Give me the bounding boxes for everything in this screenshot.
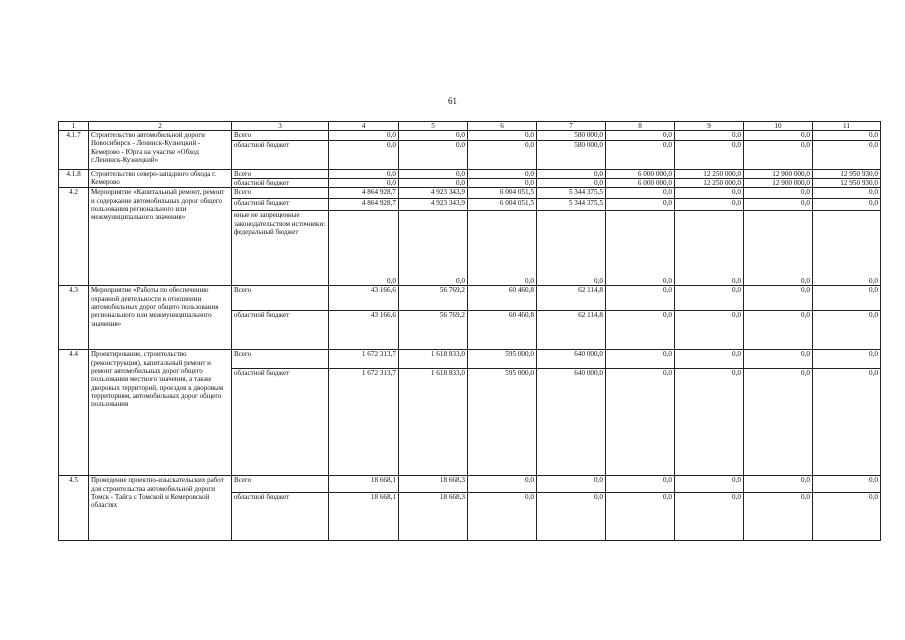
row-number: 4.2 [59,188,89,286]
amount-cell: 0,0 [606,211,675,286]
col-header: 2 [89,122,232,131]
amount-cell: 0,0 [744,476,813,493]
amount-cell: 0,0 [606,476,675,493]
amount-cell: 595 000,0 [468,350,537,369]
amount-cell: 595 000,0 [468,369,537,476]
amount-cell: 0,0 [744,493,813,541]
budget-table [58,121,881,541]
funding-source: Всего [232,170,329,179]
amount-cell: 18 668,3 [399,493,468,541]
amount-cell: 1 672 313,7 [329,350,399,369]
amount-cell: 12 250 000,0 [675,170,744,179]
col-header: 9 [675,122,744,131]
amount-cell: 43 166,6 [329,286,399,311]
amount-cell: 0,0 [813,211,881,286]
amount-cell: 0,0 [675,199,744,211]
row-number: 4.5 [59,476,89,541]
amount-cell: 0,0 [744,286,813,311]
amount-cell: 0,0 [813,286,881,311]
amount-cell: 0,0 [537,493,606,541]
amount-cell: 12 250 000,0 [675,179,744,188]
row-number: 4.3 [59,286,89,350]
amount-cell: 0,0 [675,131,744,141]
amount-cell: 0,0 [399,211,468,286]
amount-cell: 18 668,1 [329,493,399,541]
row-description: Мероприятие «Работы по обеспечению охранной деятельности в отношении автомобильных дорог общего пользования регионального или межмуниципального значения» [89,286,232,350]
amount-cell: 0,0 [468,211,537,286]
amount-cell: 0,0 [744,369,813,476]
amount-cell: 0,0 [744,211,813,286]
table-body [59,131,881,541]
amount-cell: 6 000 000,0 [606,179,675,188]
amount-cell: 6 004 051,5 [468,188,537,199]
amount-cell: 0,0 [537,170,606,179]
amount-cell: 12 900 000,0 [744,170,813,179]
funding-source: областной бюджет [232,369,329,476]
table-row [59,188,881,199]
row-number: 4.4 [59,350,89,476]
amount-cell: 1 672 313,7 [329,369,399,476]
amount-cell: 1 618 833,0 [399,350,468,369]
amount-cell: 0,0 [468,141,537,170]
row-description: Проведение проектно-изыскательских работ для строительства автомобильной дороги Томск - Тайга с Томской и Кемеровской областях [89,476,232,541]
amount-cell: 0,0 [606,131,675,141]
amount-cell: 5 344 375,5 [537,199,606,211]
funding-source: Всего [232,476,329,493]
amount-cell: 56 769,2 [399,311,468,350]
amount-cell: 6 004 051,5 [468,199,537,211]
amount-cell: 0,0 [813,199,881,211]
amount-cell: 0,0 [744,188,813,199]
amount-cell: 0,0 [329,211,399,286]
amount-cell: 0,0 [468,476,537,493]
amount-cell: 580 000,0 [537,131,606,141]
amount-cell: 0,0 [675,211,744,286]
table-row [59,350,881,369]
amount-cell: 0,0 [744,141,813,170]
col-header: 4 [329,122,399,131]
amount-cell: 0,0 [468,179,537,188]
amount-cell: 4 923 343,9 [399,199,468,211]
row-description: Строительство автомобильной дороги Новосибирск - Ленинск-Кузнецкий - Кемерово - Юрга на участке «Обход г.Ленинск-Кузнецкий» [89,131,232,170]
table-row [59,286,881,311]
amount-cell: 0,0 [468,170,537,179]
amount-cell: 0,0 [329,131,399,141]
row-description: Мероприятие «Капитальный ремонт, ремонт и содержание автомобильных дорог общего пользования регионального или межмуниципального значения» [89,188,232,286]
amount-cell: 62 114,8 [537,311,606,350]
row-description: Строительство северо-западного обхода г. Кемерово [89,170,232,188]
amount-cell: 18 668,1 [329,476,399,493]
amount-cell: 0,0 [537,179,606,188]
amount-cell: 0,0 [675,141,744,170]
amount-cell: 0,0 [537,211,606,286]
amount-cell: 0,0 [329,170,399,179]
amount-cell: 0,0 [606,141,675,170]
amount-cell: 0,0 [399,179,468,188]
amount-cell: 0,0 [813,141,881,170]
amount-cell: 60 460,8 [468,286,537,311]
amount-cell: 0,0 [813,131,881,141]
amount-cell: 0,0 [744,131,813,141]
amount-cell: 0,0 [606,493,675,541]
col-header: 11 [813,122,881,131]
amount-cell: 18 668,3 [399,476,468,493]
amount-cell: 0,0 [606,199,675,211]
amount-cell: 0,0 [675,188,744,199]
col-header: 7 [537,122,606,131]
row-description: Проектирование, строительство (реконструкция), капитальный ремонт и ремонт автомобильных дорог общего пользования местного значения, а также дворовых территорий, проездов к дворовым территориям, автомобильных дорог общего пользования [89,350,232,476]
col-header: 5 [399,122,468,131]
amount-cell: 0,0 [399,141,468,170]
amount-cell: 6 000 000,0 [606,170,675,179]
amount-cell: 4 864 928,7 [329,188,399,199]
funding-source: Всего [232,286,329,311]
amount-cell: 0,0 [813,476,881,493]
amount-cell: 640 000,0 [537,369,606,476]
col-header: 6 [468,122,537,131]
amount-cell: 0,0 [329,141,399,170]
funding-source: областной бюджет [232,493,329,541]
amount-cell: 4 923 343,9 [399,188,468,199]
amount-cell: 12 950 930,0 [813,179,881,188]
col-header: 8 [606,122,675,131]
amount-cell: 4 864 928,7 [329,199,399,211]
amount-cell: 0,0 [813,188,881,199]
row-number: 4.1.8 [59,170,89,188]
funding-source: областной бюджет [232,199,329,211]
funding-source: областной бюджет [232,311,329,350]
amount-cell: 56 769,2 [399,286,468,311]
amount-cell: 0,0 [606,188,675,199]
amount-cell: 0,0 [606,350,675,369]
amount-cell: 0,0 [606,311,675,350]
table-row [59,170,881,179]
funding-source: Всего [232,350,329,369]
amount-cell: 0,0 [675,286,744,311]
amount-cell: 1 618 833,0 [399,369,468,476]
funding-source: областной бюджет [232,141,329,170]
amount-cell: 0,0 [675,350,744,369]
amount-cell: 0,0 [399,131,468,141]
amount-cell: 12 900 000,0 [744,179,813,188]
table-row [59,476,881,493]
amount-cell: 0,0 [606,286,675,311]
amount-cell: 640 000,0 [537,350,606,369]
amount-cell: 60 460,8 [468,311,537,350]
col-header: 1 [59,122,89,131]
amount-cell: 0,0 [675,311,744,350]
amount-cell: 12 950 930,0 [813,170,881,179]
amount-cell: 62 114,8 [537,286,606,311]
col-header: 10 [744,122,813,131]
funding-source: Всего [232,188,329,199]
amount-cell: 0,0 [813,311,881,350]
amount-cell: 0,0 [468,131,537,141]
amount-cell: 0,0 [813,369,881,476]
row-number: 4.1.7 [59,131,89,170]
amount-cell: 580 000,0 [537,141,606,170]
col-header: 3 [232,122,329,131]
funding-source: иные не запрещенные законодательством источники: федеральный бюджет [232,211,329,286]
page-number: 61 [448,96,457,106]
amount-cell: 0,0 [813,493,881,541]
amount-cell: 0,0 [675,476,744,493]
amount-cell: 0,0 [537,476,606,493]
amount-cell: 0,0 [675,369,744,476]
amount-cell: 0,0 [399,170,468,179]
amount-cell: 0,0 [744,350,813,369]
funding-source: областной бюджет [232,179,329,188]
amount-cell: 0,0 [813,350,881,369]
amount-cell: 0,0 [744,311,813,350]
funding-source: Всего [232,131,329,141]
amount-cell: 0,0 [468,493,537,541]
amount-cell: 43 166,6 [329,311,399,350]
amount-cell: 0,0 [606,369,675,476]
amount-cell: 0,0 [329,179,399,188]
amount-cell: 0,0 [675,493,744,541]
amount-cell: 0,0 [744,199,813,211]
amount-cell: 5 344 375,5 [537,188,606,199]
table-header [59,122,881,131]
table-row [59,131,881,141]
